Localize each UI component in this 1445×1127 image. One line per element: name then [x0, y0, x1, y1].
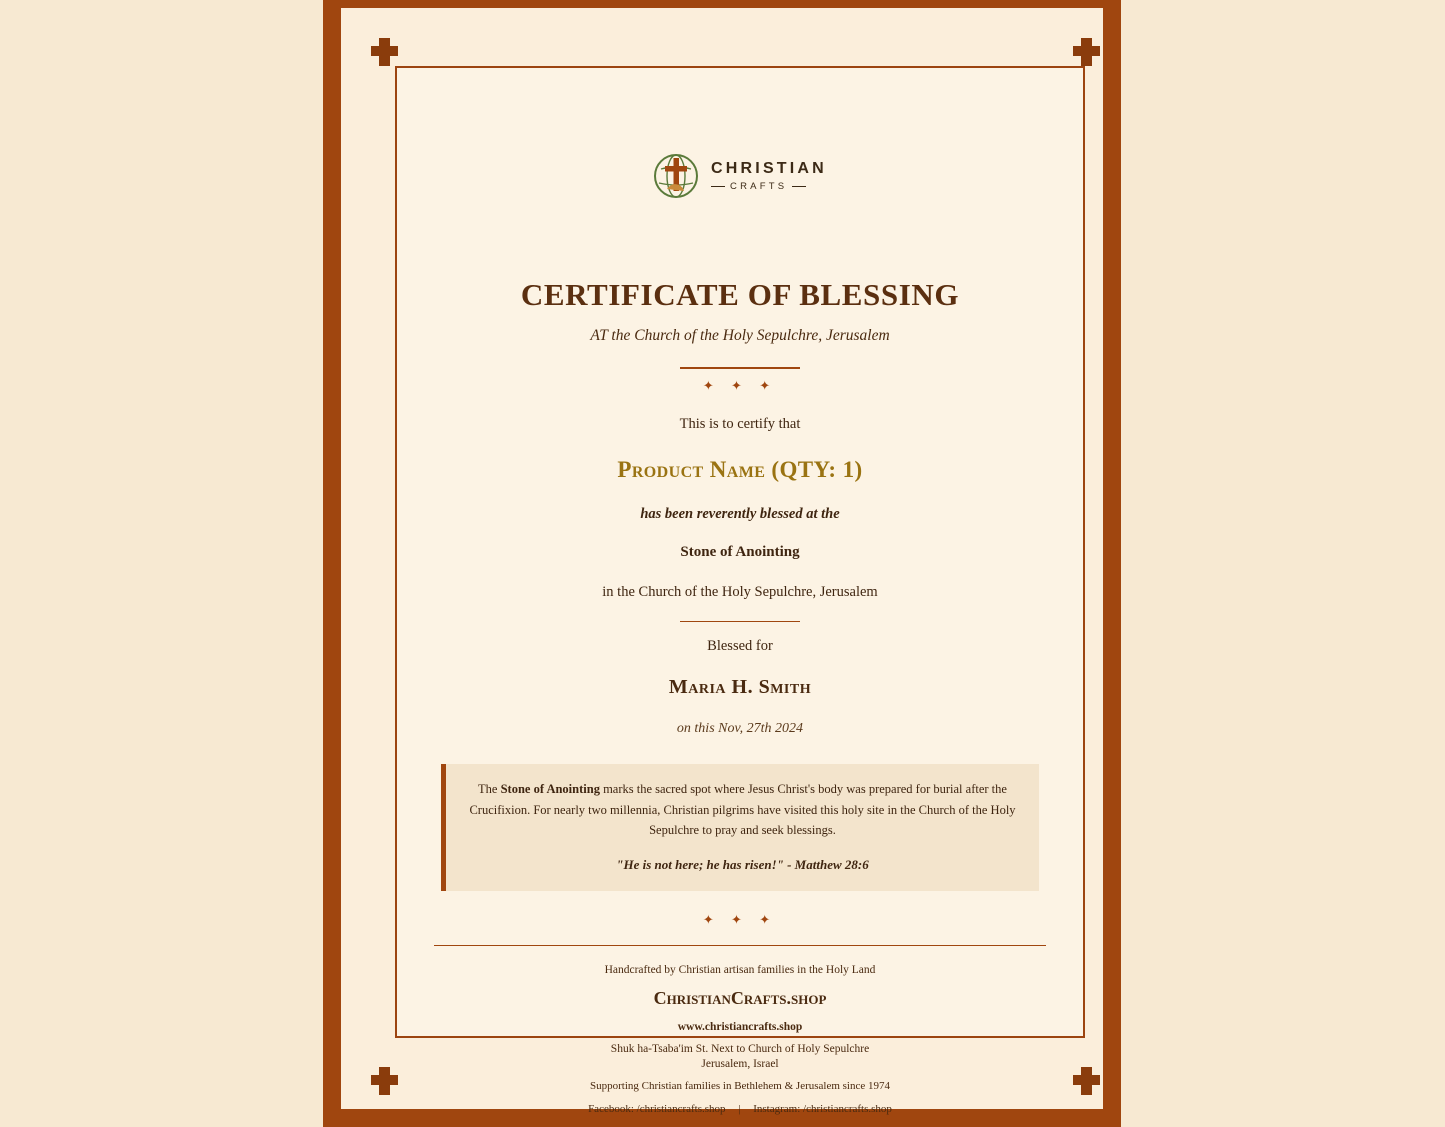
brand-tagline-text: CRAFTS: [730, 180, 788, 192]
tagline-dash-left: [711, 186, 725, 187]
divider-middle: [680, 621, 800, 623]
footer-social-separator: |: [738, 1103, 741, 1116]
note-lead: The: [478, 782, 501, 796]
site-name: Stone of Anointing: [680, 543, 800, 560]
divider-top: [680, 367, 800, 369]
tagline-dash-right: [792, 186, 806, 187]
brand-tagline: [711, 182, 827, 192]
cross-icon-top-right: [1081, 38, 1092, 66]
footer-social: [397, 1103, 1083, 1115]
footer-since: Supporting Christian families in Bethlehem & Jerusalem since 1974: [589, 1080, 890, 1093]
page-title: CERTIFICATE OF BLESSING: [520, 277, 960, 312]
cross-icon-bottom-left: [379, 1067, 390, 1095]
certificate-content: [397, 68, 1083, 1115]
brand-name: CHRISTIAN: [711, 159, 827, 177]
note-verse: "He is not here; he has risen!" - Matthew 28:6: [616, 856, 869, 872]
cross-globe-icon: [653, 153, 699, 199]
footer-brand: ChristianCrafts.shop: [653, 988, 827, 1009]
note-box: [441, 764, 1039, 891]
footer-address-line1: Shuk ha-Tsaba'im St. Next to Church of Holy Sepulchre: [610, 1043, 870, 1056]
product-name: Product Name (QTY: 1): [617, 456, 863, 482]
brand-logo-text: [711, 161, 827, 192]
footer-handcrafted: Handcrafted by Christian artisan families in the Holy Land: [604, 964, 876, 977]
certificate-subtitle: AT the Church of the Holy Sepulchre, Jerusalem: [590, 327, 890, 344]
divider-footer: [434, 945, 1046, 947]
blessing-date: on this Nov, 27th 2024: [676, 721, 804, 736]
note-body: marks the sacred spot where Jesus Christ's body was prepared for burial after the Crucifixion. For nearly two millennia, Christian pilgrims have visited this holy site in the Church of the Holy Sepulchre to pray and seek blessings.: [469, 782, 1016, 838]
footer-instagram[interactable]: Instagram: /christiancrafts.shop: [753, 1103, 892, 1116]
certificate-sheet: [395, 66, 1085, 1116]
blessed-at-line: has been reverently blessed at the: [640, 505, 840, 522]
footer-facebook[interactable]: Facebook: /christiancrafts.shop: [588, 1103, 726, 1116]
blessed-for-label: Blessed for: [707, 638, 773, 654]
cross-icon-top-left: [379, 38, 390, 66]
ornament-top: ✦ ✦ ✦: [702, 377, 778, 393]
church-line: in the Church of the Holy Sepulchre, Jerusalem: [602, 583, 878, 600]
recipient-name: Maria H. Smith: [668, 676, 812, 698]
footer-website[interactable]: www.christiancrafts.shop: [677, 1021, 803, 1034]
certify-line: This is to certify that: [679, 415, 801, 432]
certificate-inner-panel: [341, 8, 1103, 1116]
note-bold-term: Stone of Anointing: [500, 782, 600, 796]
ornament-bottom: ✦ ✦ ✦: [702, 911, 778, 927]
brand-logo: [397, 153, 1083, 199]
footer-address-line2: Jerusalem, Israel: [701, 1058, 779, 1071]
note-text: [468, 779, 1017, 841]
certificate-outer-frame: [323, 0, 1121, 1127]
